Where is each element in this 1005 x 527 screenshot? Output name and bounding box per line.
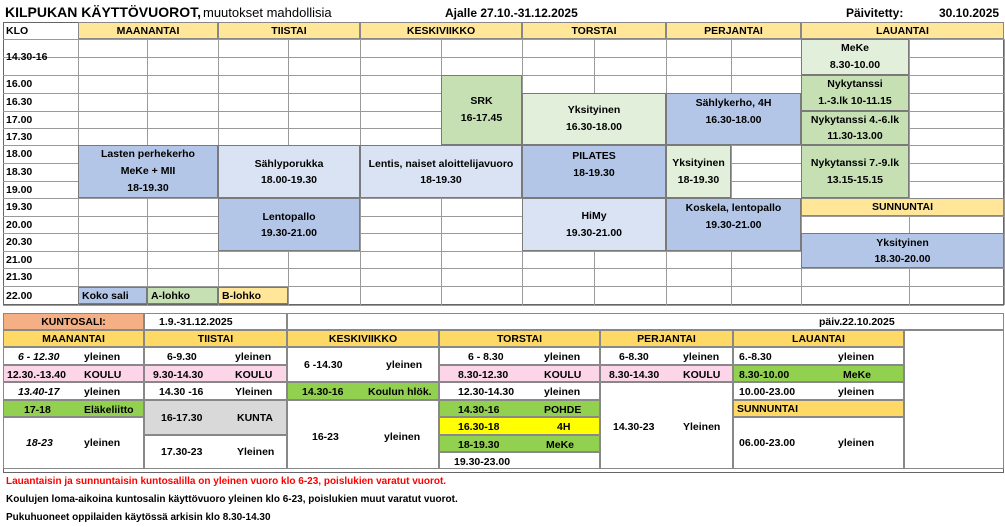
gym-day-tuesday: TIISTAI (144, 330, 287, 347)
slot-time: 8.30-10.00 (739, 369, 790, 381)
slot-time: 6 - 8.30 (468, 351, 504, 363)
slot-activity: 4H (557, 421, 571, 433)
slot-time: 06.00-23.00 (739, 437, 796, 449)
booking-time: 19.30-21.00 (565, 226, 623, 239)
booking-thu-yksityinen (522, 93, 666, 145)
time-label: 21.30 (6, 271, 33, 283)
booking-lentis (360, 145, 522, 198)
gym-slot (144, 365, 287, 382)
note-changing-rooms: Pukuhuoneet oppilaiden käytössä arkisin klo 8.30-14.30 (6, 512, 271, 523)
booking-fri-yksityinen (666, 145, 731, 198)
slot-activity: Koulun hlök. (368, 386, 432, 398)
slot-time: 17.30-23 (161, 446, 203, 458)
page-header (3, 3, 1003, 21)
booking-title: Lentopallo (262, 210, 316, 223)
slot-time: 6-9.30 (167, 351, 197, 363)
slot-time: 14.30-16 (302, 386, 344, 398)
booking-title: Sählykerho, 4H (695, 97, 772, 109)
booking-lasten-perhekerho (78, 145, 218, 198)
slot-time: 6 - 12.30 (18, 351, 60, 363)
booking-sahlykerho (666, 93, 801, 145)
time-label: 21.00 (6, 253, 33, 266)
slot-activity: Yleinen (237, 446, 275, 458)
slot-activity: KOULU (683, 369, 721, 381)
time-label: 17.00 (6, 113, 33, 126)
booking-title: Lasten perhekerho (101, 148, 195, 160)
time-label: 16.30 (6, 96, 33, 108)
page-subtitle: muutokset mahdollisia (203, 5, 332, 20)
gym-slot (733, 365, 904, 382)
booking-srk (441, 75, 522, 145)
booking-subtitle: MeKe + MII (120, 165, 176, 177)
gym-slot (439, 400, 600, 417)
booking-time: 11.30-13.00 (827, 130, 883, 142)
slot-time: 9.30-14.30 (153, 369, 204, 381)
gym-slot (439, 365, 600, 382)
slot-activity: yleinen (683, 351, 720, 363)
booking-title: SRK (470, 95, 493, 107)
booking-time: 18-19.30 (420, 173, 462, 186)
day-header-tuesday: TIISTAI (218, 22, 360, 39)
booking-time: 18.00-19.30 (260, 173, 318, 186)
day-header-saturday: LAUANTAI (801, 22, 1004, 39)
slot-activity: KUNTA (237, 412, 273, 424)
gym-slot (600, 347, 733, 365)
slot-time: 14.30-16 (458, 404, 500, 416)
day-header-wednesday: KESKIVIIKKO (360, 22, 522, 39)
booking-lentopallo (218, 198, 360, 251)
slot-activity: yleinen (84, 351, 121, 363)
booking-time: 13.15-15.15 (826, 173, 884, 186)
slot-time: 16.30-18 (458, 421, 500, 433)
klo-header: KLO (6, 24, 29, 37)
slot-time: 10.00-23.00 (739, 386, 796, 398)
booking-pilates (522, 145, 666, 198)
booking-nykytanssi-1 (801, 75, 909, 111)
booking-title: Nykytanssi 7.-9.lk (810, 156, 900, 169)
booking-time: 18-19.30 (127, 182, 169, 194)
legend-b-lohko: B-lohko (218, 287, 288, 304)
gym-period: 1.9.-31.12.2025 (144, 313, 287, 330)
gym-slot (733, 347, 904, 365)
gym-slot (3, 347, 144, 365)
slot-activity: yleinen (838, 351, 875, 363)
slot-activity: Eläkeliitto (84, 404, 134, 416)
slot-activity: KOULU (84, 369, 122, 381)
time-label: 18.30 (6, 166, 33, 178)
slot-time: 6-8.30 (619, 351, 649, 363)
hall-schedule (3, 22, 1004, 305)
legend-a-lohko: A-lohko (147, 287, 218, 304)
gym-slot (733, 382, 904, 400)
grid-line (78, 268, 1004, 269)
gym-day-friday: PERJANTAI (600, 330, 733, 347)
booking-sat-meke (801, 39, 909, 75)
day-header-thursday: TORSTAI (522, 22, 666, 39)
gym-empty-column (904, 330, 1004, 469)
booking-time: 8.30-10.00 (829, 59, 881, 71)
booking-time: 1.-3.lk 10-11.15 (818, 95, 892, 107)
gym-slot (439, 435, 600, 452)
gym-slot (439, 347, 600, 365)
slot-activity: yleinen (838, 386, 875, 398)
slot-time: 16-17.30 (161, 412, 203, 424)
slot-time: 17-18 (24, 404, 51, 416)
grid-line (731, 39, 732, 305)
gym-slot (287, 347, 439, 382)
booking-time: 16.30-18.00 (705, 114, 762, 126)
slot-time: 14.30 -16 (159, 386, 204, 398)
gym-slot (600, 382, 733, 469)
slot-activity: yleinen (838, 437, 875, 449)
booking-time: 16-17.45 (460, 112, 503, 124)
time-label: 22.00 (6, 289, 33, 302)
booking-time: 18.30-20.00 (874, 252, 931, 265)
time-label: 19.00 (6, 183, 33, 196)
gym-slot (144, 382, 287, 400)
booking-time: 18-19.30 (677, 173, 720, 186)
gym-day-wednesday: KESKIVIIKKO (287, 330, 439, 347)
slot-time: 16-23 (312, 431, 339, 443)
slot-activity: yleinen (544, 351, 581, 363)
slot-activity: yleinen (544, 386, 581, 398)
booking-title: Nykytanssi 4.-6.lk (810, 114, 900, 126)
gym-slot (287, 382, 439, 400)
slot-time: 18-23 (26, 437, 53, 449)
gym-day-monday: MAANANTAI (3, 330, 144, 347)
booking-title: Sählyporukka (254, 157, 324, 170)
booking-himy (522, 198, 666, 251)
gym-slot (144, 347, 287, 365)
gym-day-thursday: TORSTAI (439, 330, 600, 347)
grid-line (78, 305, 1004, 306)
day-header-monday: MAANANTAI (78, 22, 218, 39)
slot-activity: yleinen (235, 351, 272, 363)
slot-time: 12.30.-13.40 (7, 369, 66, 381)
gym-day-saturday: LAUANTAI (733, 330, 904, 347)
grid-line (3, 305, 78, 306)
slot-time: 14.30-23 (613, 421, 655, 433)
sunday-header: SUNNUNTAI (801, 198, 1004, 216)
day-header-friday: PERJANTAI (666, 22, 801, 39)
time-label: 20.30 (6, 236, 33, 248)
slot-time: 6 -14.30 (304, 359, 343, 371)
time-label: 18.00 (6, 148, 33, 160)
booking-title: Yksityinen (672, 156, 725, 169)
slot-activity: KOULU (235, 369, 273, 381)
booking-sun-yksityinen (801, 233, 1004, 268)
note-holidays: Koulujen loma-aikoina kuntosalin käyttövuoro yleinen klo 6-23, poislukien muut varatut vuorot. (6, 494, 458, 505)
gym-slot (439, 382, 600, 400)
slot-time: 8.30-14.30 (609, 369, 660, 381)
gym-schedule (3, 313, 1004, 473)
gym-slot (3, 400, 144, 417)
slot-activity: MeKe (546, 439, 575, 451)
gym-slot (3, 417, 144, 469)
slot-activity: yleinen (84, 386, 121, 398)
gym-slot (733, 417, 904, 469)
slot-time: 12.30-14.30 (458, 386, 515, 398)
slot-activity: yleinen (386, 359, 423, 371)
booking-title: PILATES (572, 150, 616, 162)
page-title: KILPUKAN KÄYTTÖVUOROT, (5, 4, 201, 20)
updated-date: 30.10.2025 (939, 6, 1000, 20)
booking-nykytanssi-2 (801, 111, 909, 145)
slot-activity: yleinen (384, 431, 421, 443)
booking-time: 19.30-21.00 (705, 219, 762, 231)
time-label: 17.30 (6, 130, 33, 143)
booking-title: MeKe (840, 42, 869, 54)
time-label: 16.00 (6, 78, 33, 90)
gym-slot (144, 435, 287, 469)
schedule-period: Ajalle 27.10.-31.12.2025 (445, 6, 578, 20)
booking-title: HiMy (581, 209, 607, 222)
booking-time: 19.30-21.00 (260, 226, 318, 239)
time-label: 19.30 (6, 201, 33, 213)
slot-time: 19.30-23.00 (454, 456, 511, 468)
time-label: 20.00 (6, 218, 33, 231)
gym-updated: päiv.22.10.2025 (287, 313, 1004, 330)
slot-time: 18-19.30 (458, 439, 500, 451)
slot-activity: Yleinen (683, 421, 721, 433)
booking-time: 16.30-18.00 (565, 121, 623, 133)
slot-activity: Yleinen (235, 386, 273, 398)
slot-time: 6.-8.30 (739, 351, 772, 363)
slot-activity: MeKe (843, 369, 872, 381)
booking-title: Yksityinen (876, 236, 929, 249)
updated-label: Päivitetty: (846, 6, 904, 20)
slot-time: 8.30-12.30 (458, 369, 509, 381)
time-label: 14.30-16 (6, 51, 48, 63)
legend-koko-sali: Koko sali (78, 287, 147, 304)
note-weekend: Lauantaisin ja sunnuntaisin kuntosalilla on yleinen vuoro klo 6-23, poislukien varatut vuorot. (6, 476, 447, 487)
booking-title: Nykytanssi (827, 78, 883, 90)
gym-slot (144, 400, 287, 435)
gym-slot (439, 417, 600, 435)
gym-slot (287, 400, 439, 469)
gym-slot (439, 452, 600, 469)
booking-title: Lentis, naiset aloittelijavuoro (368, 157, 514, 170)
booking-time: 18-19.30 (573, 167, 615, 179)
booking-title: Koskela, lentopallo (685, 202, 782, 214)
slot-activity: KOULU (544, 369, 582, 381)
booking-koskela (666, 198, 801, 251)
slot-time: 13.40-17 (18, 386, 60, 398)
gym-slot (3, 365, 144, 382)
gym-label: KUNTOSALI: (3, 313, 144, 330)
gym-sunday-header: SUNNUNTAI (733, 400, 904, 417)
booking-sahlyporukka (218, 145, 360, 198)
gym-slot (600, 365, 733, 382)
booking-nykytanssi-3 (801, 145, 909, 198)
gym-slot (3, 382, 144, 400)
slot-activity: POHDE (544, 404, 582, 416)
booking-title: Yksityinen (567, 104, 621, 116)
slot-activity: yleinen (84, 437, 121, 449)
